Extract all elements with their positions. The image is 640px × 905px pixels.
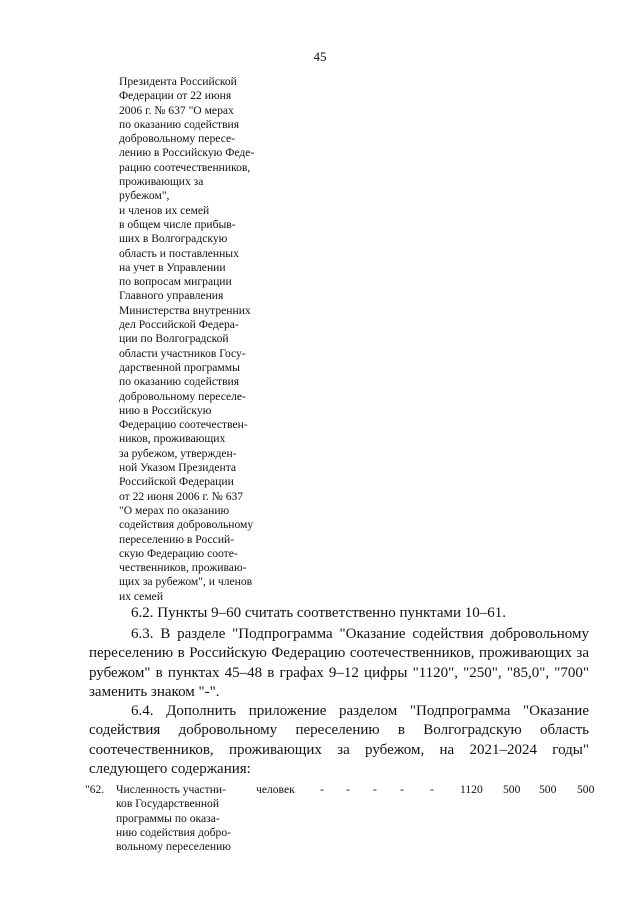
row-dash-cell: - — [373, 783, 377, 796]
row-dash-cell: - — [346, 783, 350, 796]
row-dash-cell: - — [320, 783, 324, 796]
row-number: "62. — [85, 783, 105, 796]
paragraph-6-2: 6.2. Пункты 9–60 считать соответственно пунктами 10–61. — [131, 605, 507, 621]
row-unit: человек — [256, 783, 295, 796]
row-value-cell: 500 — [503, 783, 521, 796]
page-number: 45 — [313, 49, 327, 64]
table-row — [0, 783, 640, 863]
row-value-cell: 500 — [539, 783, 557, 796]
paragraph-6-4: 6.4. Дополнить приложение разделом "Подпрограмма "Оказание содействия добровольному переселению в Волгоградскую область соотечественников, проживающих за рубежом, на 2021–2024 годы" следующего содержания: — [89, 703, 589, 778]
row-dash-cell: - — [400, 783, 404, 796]
table-cell-indicator-text: Президента Российской Федерации от 22 июня 2006 г. № 637 "О мерах по оказанию содействия добровольному пересе- лению в Российскую Феде- рацию соотечественников, проживающих за рубежом", и членов их семей в общем числе прибыв- ших в Волгоградскую область и поставленных на учет в Управлении по вопросам миграции Главного управления Министерства внутренних дел Российской Федера- ции по Волгоградской области участников Госу- дарственной программы по оказанию содействия добровольному переселе- нию в Российскую Федерацию соотечествен- ников, проживающих за рубежом, утвержден- ной Указом Президента Российской Федерации от 22 июня 2006 г. № 637 "О мерах по оказанию содействия добровольному переселению в Россий- скую Федерацию сооте- чественников, проживаю- щих за рубежом", и членов их семей — [119, 75, 255, 603]
paragraph-6-3: 6.3. В разделе "Подпрограмма "Оказание содействия добровольному переселению в Российскую Федерацию соотечественников, проживающих за рубежом" в пунктах 45–48 в графах 9–12 цифры "1120", "250", "85,0", "700" заменить знаком "-". — [89, 626, 589, 701]
row-value-cell: 1120 — [460, 783, 483, 796]
row-value-cell: 500 — [577, 783, 595, 796]
row-dash-cell: - — [430, 783, 434, 796]
row-description: Численность участни- ков Государственной программы по оказа- нию содействия добро- вольному переселению — [116, 783, 231, 854]
